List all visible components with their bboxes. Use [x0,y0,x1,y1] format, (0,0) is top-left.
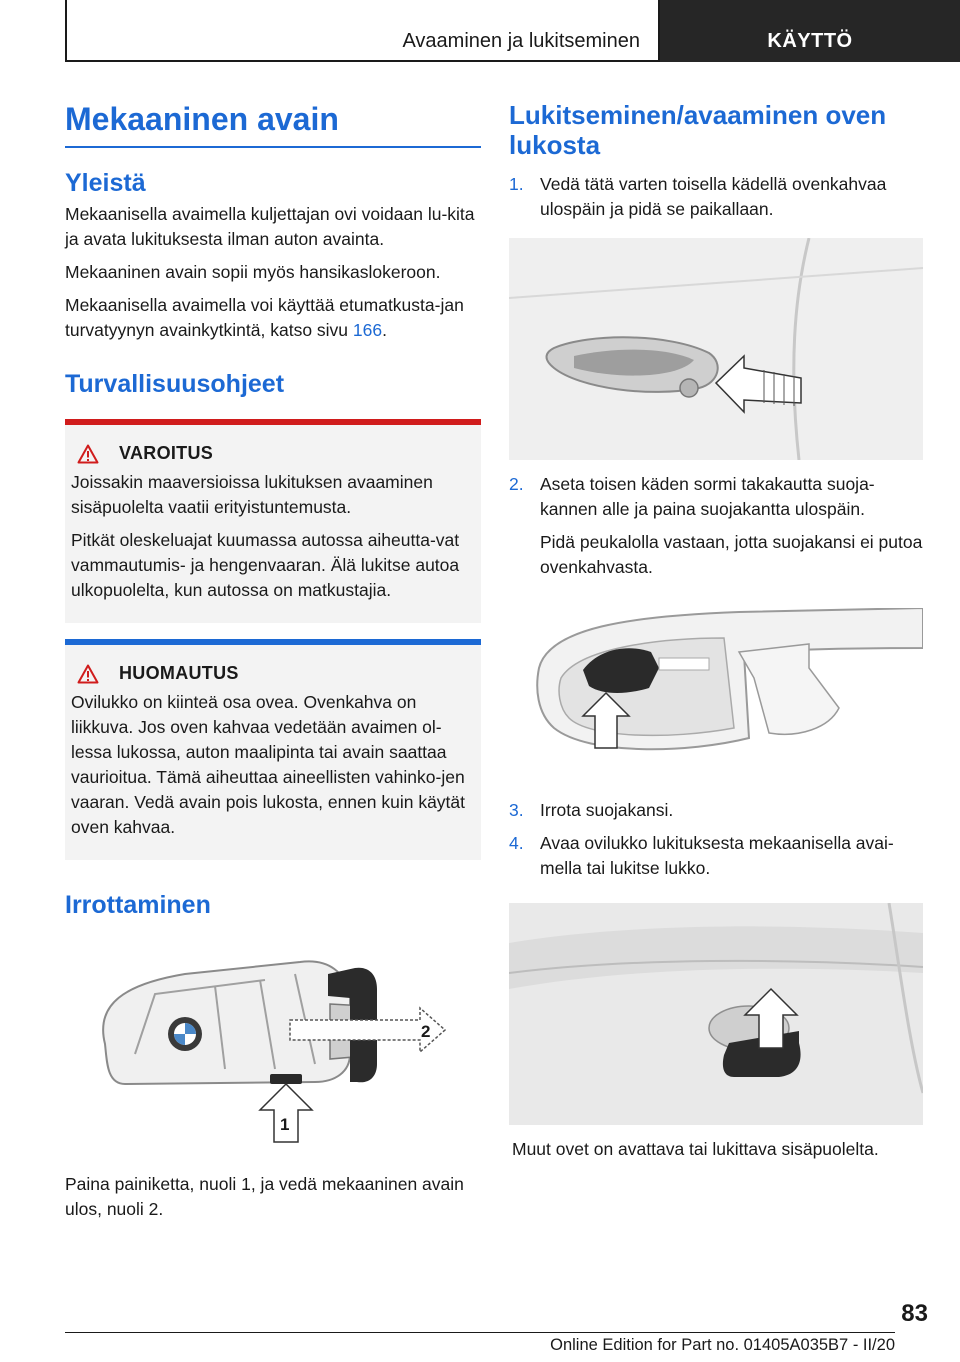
door-handle-illustration [509,238,923,460]
right-column [509,100,923,1162]
header-frame [65,0,660,62]
step-text: Avaa ovilukko lukituksesta mekaanisella avai-mella tai lukitse lukko. [540,833,894,878]
warning-paragraph-1: Joissakin maaversioissa lukituksen avaaminen sisäpuolelta vaatii erityistuntemusta. [71,472,433,517]
notice-callout [65,639,481,860]
warning-triangle-icon [77,444,99,464]
step-number: 1. [509,174,524,194]
step-2-extra: Pidä peukalolla vastaan, jotta suojakansi ei putoa ovenkahvasta. [540,532,923,577]
step-number: 2. [509,474,524,494]
arrow-1-label: 1 [280,1115,290,1134]
notice-triangle-icon [77,664,99,684]
page-title: Mekaaninen avain [65,100,481,148]
left-column [65,100,481,1222]
warning-header [71,443,473,464]
section-heading-general: Yleistä [65,169,146,197]
header-chapter-label: KÄYTTÖ [767,30,853,52]
step-3 [509,798,923,823]
warning-callout [65,419,481,623]
general-paragraph-3-text: Mekaanisella avaimella voi käyttää etumatkusta-jan turvatyynyn avainkytkintä, katso sivu [65,295,464,340]
page-reference-link[interactable]: 166 [352,320,383,340]
general-paragraph-3 [65,293,481,343]
arrow-2-label: 2 [421,1022,431,1041]
notice-paragraph-1: Ovilukko on kiinteä osa ovea. Ovenkahva on liikkuva. Jos oven kahvaa vedetään avaimen ol-lessa lukossa, auton maalipinta tai avain saattaa vaurioitua. Tämä aiheuttaa aineellisten vahinko-jen vaaran. Vedä avain pois lukosta, ennen kuin käytät oven kahvaa. [71,692,466,837]
warning-label: VAROITUS [119,443,214,463]
cover-removal-illustration [509,608,923,758]
key-removal-illustration [65,934,481,1144]
footer-edition-text: Online Edition for Part no. 01405A035B7 - II/20 [550,1336,895,1354]
general-paragraph-2: Mekaaninen avain sopii myös hansikaslokeroon. [65,262,441,282]
step-text: Irrota suojakansi. [540,800,674,820]
general-paragraph-1: Mekaanisella avaimella kuljettajan ovi voidaan lu-kita ja avata lukituksesta ilman auton avainta. [65,204,475,249]
step-1 [509,172,923,222]
header-section-title: Avaaminen ja lukitseminen [402,30,640,52]
step-2 [509,472,923,522]
notice-label: HUOMAUTUS [119,663,239,683]
step-4 [509,831,923,881]
section-heading-safety: Turvallisuusohjeet [65,370,285,398]
step-number: 3. [509,800,524,820]
step-text: Vedä tätä varten toisella kädellä ovenkahvaa ulospäin ja pidä se paikallaan. [540,174,887,219]
step-text: Aseta toisen käden sormi takakautta suoja-kannen alle ja paina suojakantta ulospäin. [540,474,875,519]
closing-note: Muut ovet on avattava tai lukittava sisäpuolelta. [512,1139,879,1159]
general-paragraph-3-end: . [382,320,387,340]
step-number: 4. [509,833,524,853]
page-number: 83 [901,1300,928,1327]
removal-caption: Paina painiketta, nuoli 1, ja vedä mekaaninen avain ulos, nuoli 2. [65,1174,464,1219]
section-heading-removal: Irrottaminen [65,891,211,919]
right-section-title: Lukitseminen/avaaminen oven lukosta [509,100,887,160]
warning-paragraph-2: Pitkät oleskeluajat kuumassa autossa aiheutta-vat vammautumis- ja hengenvaaran. Älä lukitse autoa ulkopuolelta, kun autossa on matkustajia. [71,530,460,600]
lock-key-illustration [509,903,923,1125]
notice-header [71,663,473,684]
header-chapter-tab [660,0,960,62]
footer-divider [65,1332,895,1333]
